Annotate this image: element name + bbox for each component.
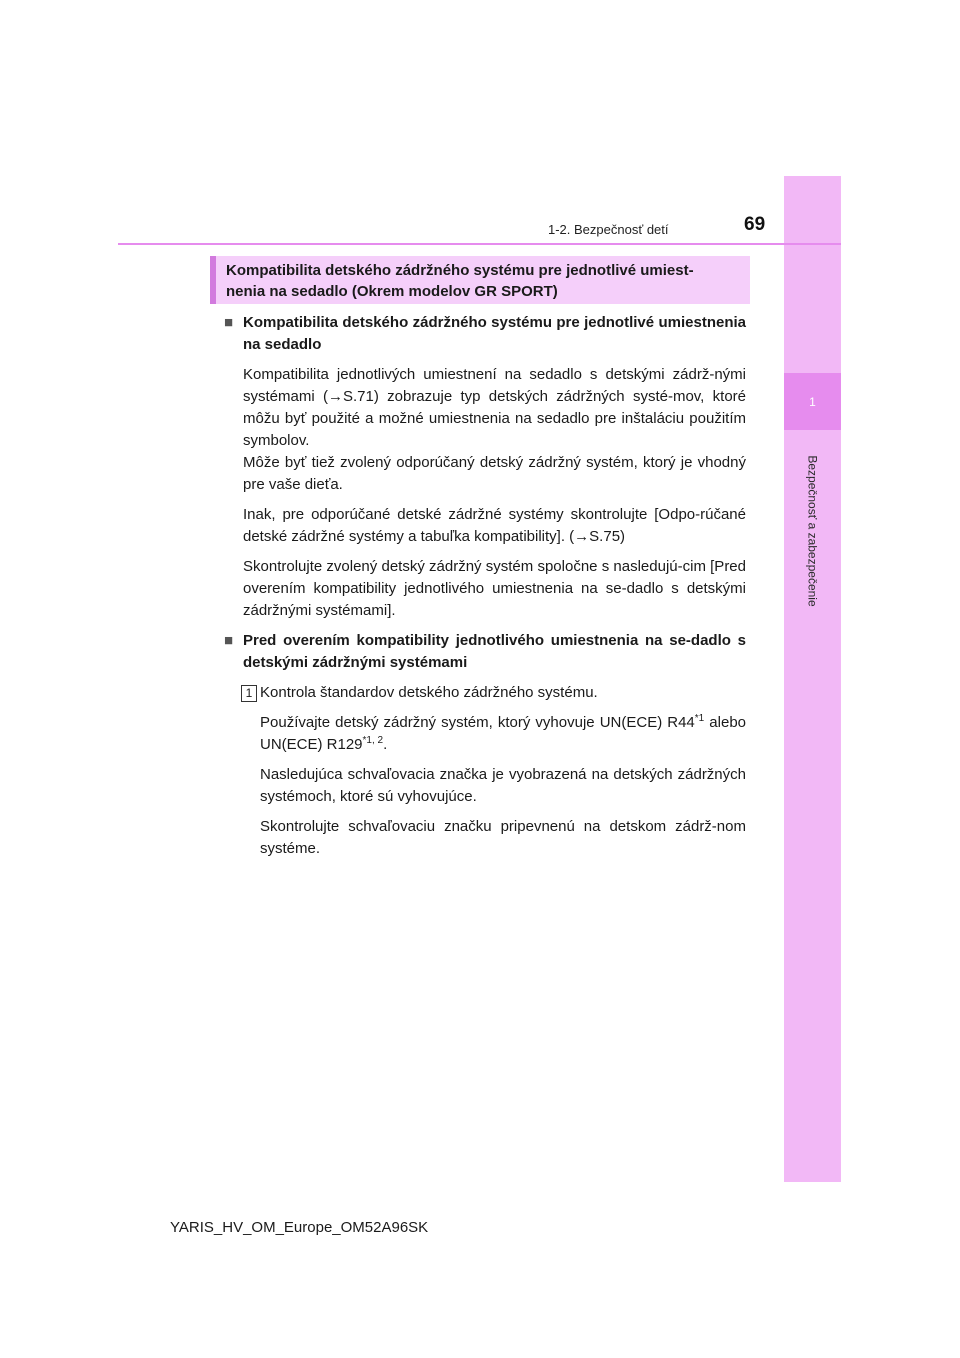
page-content [224,312,746,860]
section-2-paragraph-3: Skontrolujte schvaľovaciu značku pripevnenú na detskom zádrž-nom systéme. [260,818,746,857]
section-2-paragraph-2: Nasledujúca schvaľovacia značka je vyobrazená na detských zádržných systémoch, ktoré sú vyhovujúce. [260,766,746,805]
section-2-heading [224,630,746,674]
chapter-title-tab [784,436,841,626]
page-number: 69 [744,214,766,235]
section-1-paragraph-4: Skontrolujte zvolený detský zádržný systém spoločne s nasledujú-cim [Pred overením kompatibility jednotlivého umiestnenia na se-dadlo s detskými zádržnými systémami]. [243,558,746,619]
header-divider [118,243,841,245]
square-bullet-icon: ■ [224,314,234,331]
square-bullet-icon: ■ [224,632,234,649]
step-number-box: 1 [241,685,257,702]
document-id-footer: YARIS_HV_OM_Europe_OM52A96SK [170,1219,429,1236]
chapter-side-tab [784,176,841,1182]
section-2-title: Pred overením kompatibility jednotlivého umiestnenia na se-dadlo s detskými zádržnými systémami [243,632,746,671]
topic-heading-line-1: Kompatibilita detského zádržného systému pre jednotlivé umiest- [226,262,694,279]
section-title: 1-2. Bezpečnosť detí [548,222,669,237]
section-1-title: Kompatibilita detského zádržného systému pre jednotlivé umiestnenia na sedadlo [243,314,746,353]
standard-text-b: alebo UN(ECE) R129 [260,714,747,753]
section-2-paragraph-1 [260,712,746,756]
step-1-text: Kontrola štandardov detského zádržného systému. [260,684,598,701]
standard-text-a: Používajte detský zádržný systém, ktorý vyhovuje UN(ECE) R44 [260,714,695,731]
section-1-heading [224,312,746,356]
section-1-paragraph-2: Môže byť tiež zvolený odporúčaný detský zádržný systém, ktorý je vhodný pre vaše dieťa. [243,454,746,493]
topic-heading [210,256,750,304]
step-1 [245,682,746,704]
topic-heading-line-2: nenia na sedadlo (Okrem modelov GR SPORT) [226,283,558,300]
section-1-paragraph-1: Kompatibilita jednotlivých umiestnení na sedadlo s detskými zádrž-nými systémami (→S.71) zobrazuje typ detských zádržných systé-mov, ktoré môžu byť použité a možné umiestnenia na sedadlo pre inštaláciu použitím symbolov. [243,366,746,449]
footnote-ref-2: *1, 2 [362,735,384,746]
chapter-number-tab: 1 [784,373,841,430]
footnote-ref-1: *1 [694,713,705,724]
section-1-paragraph-3: Inak, pre odporúčané detské zádržné systémy skontrolujte [Odpo-rúčané detské zádržné systémy a tabuľka kompatibility]. (→S.75) [243,506,746,545]
chapter-title: Bezpečnosť a zabezpečenie [805,455,820,607]
standard-text-c: . [383,736,388,753]
